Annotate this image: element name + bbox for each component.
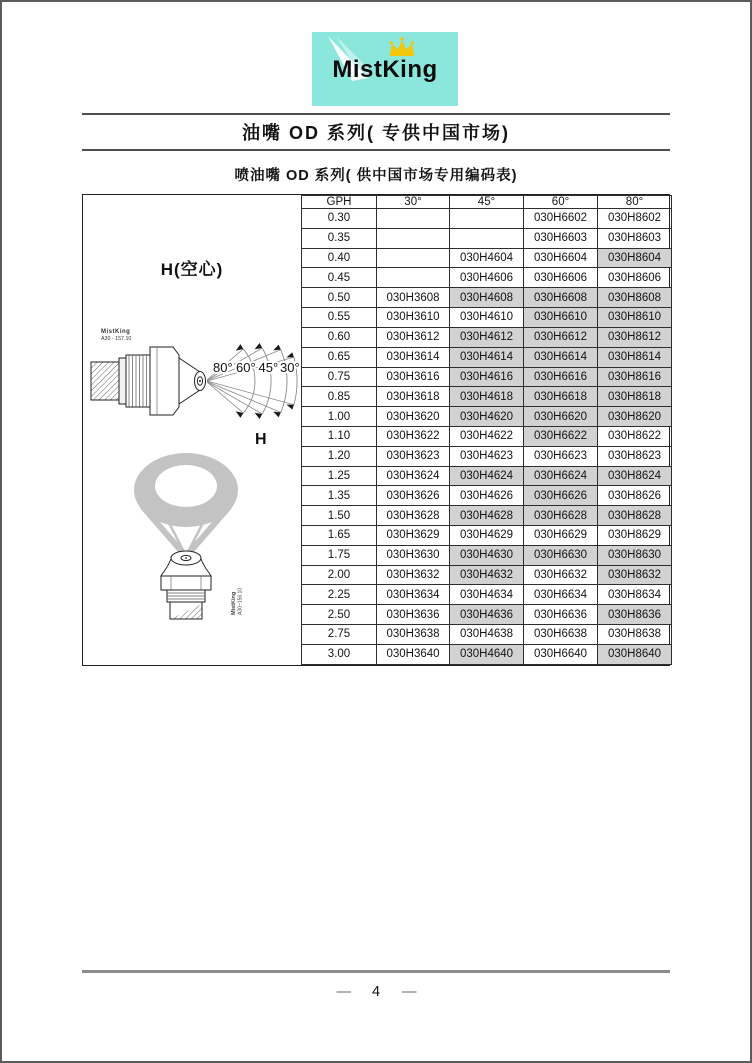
part-number-cell: 030H4618 <box>450 387 524 407</box>
part-number-cell: 030H3634 <box>377 585 450 605</box>
table-row <box>302 347 672 367</box>
page-subtitle: 喷油嘴 OD 系列( 供中国市场专用编码表) <box>234 168 518 184</box>
arc-arrowheads <box>236 343 294 419</box>
table-row <box>302 367 672 387</box>
table-row <box>302 545 672 565</box>
part-number-cell: 030H3638 <box>377 625 450 645</box>
table-row <box>302 248 672 268</box>
part-number-cell: 030H3614 <box>377 347 450 367</box>
gph-cell: 3.00 <box>302 644 377 664</box>
part-number-cell: 030H8616 <box>598 367 672 387</box>
part-number-cell: 030H4616 <box>450 367 524 387</box>
part-number-cell: 030H6618 <box>524 387 598 407</box>
part-number-cell <box>377 209 450 229</box>
part-number-cell: 030H4624 <box>450 466 524 486</box>
nozzle2-brand-line2: A30~156.10 <box>237 587 244 615</box>
part-number-cell: 030H8622 <box>598 426 672 446</box>
crown-icon <box>390 37 414 56</box>
part-number-cell: 030H4630 <box>450 545 524 565</box>
upright-nozzle <box>161 551 211 619</box>
part-number-cell: 030H6629 <box>524 526 598 546</box>
gph-cell: 1.75 <box>302 545 377 565</box>
part-number-cell: 030H4640 <box>450 644 524 664</box>
part-number-cell: 030H6626 <box>524 486 598 506</box>
part-number-cell: 030H4614 <box>450 347 524 367</box>
title-rule-top <box>82 113 670 115</box>
part-number-cell: 030H6602 <box>524 209 598 229</box>
logo-wordmark: MistKing <box>332 56 438 83</box>
part-number-cell: 030H3620 <box>377 407 450 427</box>
part-number-cell: 030H8620 <box>598 407 672 427</box>
part-number-cell: 030H3612 <box>377 327 450 347</box>
part-number-cell: 030H6606 <box>524 268 598 288</box>
nozzle1-brand-line1: MistKing <box>101 329 131 335</box>
table-header-row <box>302 196 672 209</box>
part-number-cell: 030H8608 <box>598 288 672 308</box>
part-number-cell: 030H4636 <box>450 605 524 625</box>
gph-cell: 1.65 <box>302 526 377 546</box>
part-number-cell: 030H4622 <box>450 426 524 446</box>
footer-rule <box>82 970 670 973</box>
gph-cell: 2.75 <box>302 625 377 645</box>
table-row <box>302 526 672 546</box>
spray-angle-arcs <box>243 348 297 414</box>
angle-label-80: 80° <box>213 360 233 375</box>
part-number-cell: 030H6638 <box>524 625 598 645</box>
part-number-cell: 030H4610 <box>450 308 524 328</box>
gph-cell: 1.20 <box>302 446 377 466</box>
part-number-cell: 030H6616 <box>524 367 598 387</box>
gph-cell: 0.50 <box>302 288 377 308</box>
spray-fan-lines <box>207 348 294 414</box>
part-number-cell: 030H4606 <box>450 268 524 288</box>
gph-cell: 1.00 <box>302 407 377 427</box>
mistking-logo <box>312 32 458 106</box>
part-number-cell: 030H8624 <box>598 466 672 486</box>
page-number <box>82 984 670 1000</box>
col-header-80deg: 80° <box>598 196 672 209</box>
gph-cell: 0.55 <box>302 308 377 328</box>
part-number-cell: 030H6632 <box>524 565 598 585</box>
table-row <box>302 486 672 506</box>
part-number-cell: 030H3632 <box>377 565 450 585</box>
part-number-cell: 030H8602 <box>598 209 672 229</box>
table-row <box>302 288 672 308</box>
page-number-dash-left: — <box>336 984 350 1000</box>
part-number-cell: 030H6630 <box>524 545 598 565</box>
title-rule-bottom <box>82 149 670 151</box>
gph-cell: 0.75 <box>302 367 377 387</box>
table-row <box>302 565 672 585</box>
table-row <box>302 426 672 446</box>
gph-cell: 0.35 <box>302 228 377 248</box>
table-row <box>302 268 672 288</box>
part-number-cell: 030H3629 <box>377 526 450 546</box>
table-body <box>302 209 672 665</box>
part-number-cell: 030H8618 <box>598 387 672 407</box>
part-number-cell: 030H3623 <box>377 446 450 466</box>
hollow-cone-label: H(空心) <box>160 260 224 279</box>
gph-cell: 0.65 <box>302 347 377 367</box>
angle-label-45: 45° <box>258 360 279 375</box>
part-number-cell: 030H8614 <box>598 347 672 367</box>
col-header-gph: GPH <box>302 196 377 209</box>
part-number-cell: 030H8628 <box>598 506 672 526</box>
table-row <box>302 506 672 526</box>
gph-cell: 0.45 <box>302 268 377 288</box>
angle-label-60: 60° <box>236 360 256 375</box>
part-number-cell: 030H8603 <box>598 228 672 248</box>
page-title: 油嘴 OD 系列( 专供中国市场) <box>242 123 510 143</box>
part-number-cell: 030H3610 <box>377 308 450 328</box>
table-row <box>302 605 672 625</box>
part-number-cell: 030H3630 <box>377 545 450 565</box>
part-number-cell <box>377 248 450 268</box>
part-number-cell: 030H6628 <box>524 506 598 526</box>
part-number-cell: 030H8604 <box>598 248 672 268</box>
part-number-cell: 030H3626 <box>377 486 450 506</box>
side-view-nozzle <box>91 347 206 415</box>
part-number-cell: 030H6614 <box>524 347 598 367</box>
part-number-cell: 030H8636 <box>598 605 672 625</box>
gph-cell: 1.10 <box>302 426 377 446</box>
content-box <box>82 194 670 666</box>
part-number-cell: 030H4634 <box>450 585 524 605</box>
part-number-cell: 030H6624 <box>524 466 598 486</box>
part-number-cell: 030H4628 <box>450 506 524 526</box>
gph-cell: 2.00 <box>302 565 377 585</box>
part-number-cell: 030H6634 <box>524 585 598 605</box>
part-number-cell: 030H6623 <box>524 446 598 466</box>
gph-cell: 1.25 <box>302 466 377 486</box>
nozzle1-brand-line2: A30 - 157.10 <box>101 336 132 342</box>
part-number-cell: 030H3624 <box>377 466 450 486</box>
table-row <box>302 446 672 466</box>
gph-cell: 0.40 <box>302 248 377 268</box>
part-number-cell: 030H6604 <box>524 248 598 268</box>
h-label: H <box>255 431 267 448</box>
gph-cell: 0.30 <box>302 209 377 229</box>
part-number-cell: 030H3628 <box>377 506 450 526</box>
col-header-60deg: 60° <box>524 196 598 209</box>
hollow-cone-spray <box>134 453 238 565</box>
table-row <box>302 466 672 486</box>
gph-cell: 0.85 <box>302 387 377 407</box>
gph-cell: 1.50 <box>302 506 377 526</box>
angle-label-30: 30° <box>280 360 300 375</box>
table-row <box>302 387 672 407</box>
table-row <box>302 644 672 664</box>
table-row <box>302 308 672 328</box>
part-number-cell <box>450 209 524 229</box>
part-number-cell: 030H8640 <box>598 644 672 664</box>
part-number-cell: 030H8610 <box>598 308 672 328</box>
part-number-cell: 030H8632 <box>598 565 672 585</box>
part-number-table <box>301 195 672 665</box>
part-number-cell: 030H6612 <box>524 327 598 347</box>
part-number-cell: 030H8612 <box>598 327 672 347</box>
part-number-cell: 030H4629 <box>450 526 524 546</box>
col-header-30deg: 30° <box>377 196 450 209</box>
part-number-cell: 030H6603 <box>524 228 598 248</box>
part-number-cell: 030H4620 <box>450 407 524 427</box>
part-number-cell: 030H4626 <box>450 486 524 506</box>
part-number-cell: 030H8626 <box>598 486 672 506</box>
part-number-cell: 030H3640 <box>377 644 450 664</box>
part-number-cell: 030H3636 <box>377 605 450 625</box>
col-header-45deg: 45° <box>450 196 524 209</box>
page-number-dash-right: — <box>402 984 416 1000</box>
part-number-cell: 030H4638 <box>450 625 524 645</box>
part-number-cell: 030H4612 <box>450 327 524 347</box>
part-number-cell: 030H6608 <box>524 288 598 308</box>
part-number-cell: 030H8623 <box>598 446 672 466</box>
part-number-cell <box>377 268 450 288</box>
part-number-cell: 030H8606 <box>598 268 672 288</box>
part-number-cell: 030H6610 <box>524 308 598 328</box>
part-number-cell: 030H8634 <box>598 585 672 605</box>
part-number-cell: 030H6620 <box>524 407 598 427</box>
part-number-cell: 030H4604 <box>450 248 524 268</box>
part-number-cell: 030H4623 <box>450 446 524 466</box>
page-number-value: 4 <box>371 984 381 1000</box>
nozzle-diagram-panel <box>83 195 301 665</box>
gph-cell: 2.50 <box>302 605 377 625</box>
part-number-cell: 030H3622 <box>377 426 450 446</box>
table-row <box>302 625 672 645</box>
table-row <box>302 228 672 248</box>
part-number-cell: 030H3616 <box>377 367 450 387</box>
table-row <box>302 407 672 427</box>
gph-cell: 0.60 <box>302 327 377 347</box>
part-number-cell: 030H4632 <box>450 565 524 585</box>
part-number-cell: 030H3608 <box>377 288 450 308</box>
part-number-cell: 030H4608 <box>450 288 524 308</box>
part-number-cell: 030H6622 <box>524 426 598 446</box>
table-row <box>302 327 672 347</box>
part-number-cell: 030H6636 <box>524 605 598 625</box>
part-number-cell: 030H8638 <box>598 625 672 645</box>
table-row <box>302 585 672 605</box>
part-number-cell: 030H8629 <box>598 526 672 546</box>
table-row <box>302 209 672 229</box>
gph-cell: 1.35 <box>302 486 377 506</box>
gph-cell: 2.25 <box>302 585 377 605</box>
part-number-cell: 030H8630 <box>598 545 672 565</box>
part-number-cell <box>450 228 524 248</box>
part-number-cell: 030H3618 <box>377 387 450 407</box>
part-number-cell: 030H6640 <box>524 644 598 664</box>
part-number-cell <box>377 228 450 248</box>
nozzle2-brand-line1: MistKing <box>231 591 237 615</box>
